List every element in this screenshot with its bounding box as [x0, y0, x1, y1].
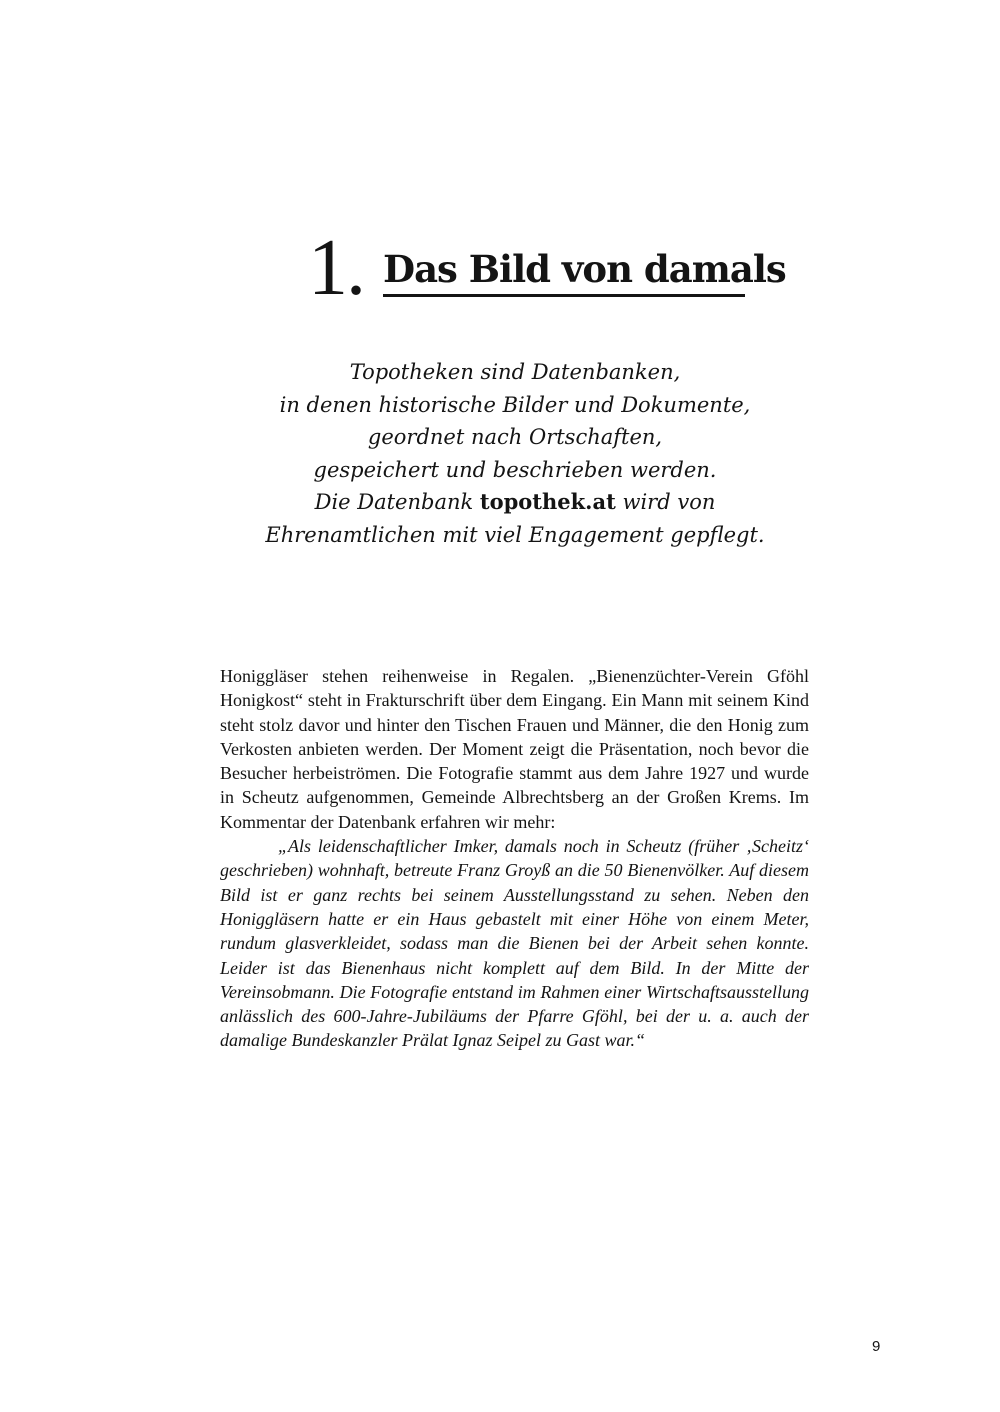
- body-text: [220, 664, 809, 1053]
- intro-line: Ehrenamtlichen mit viel Engagement gepflegt.: [265, 522, 765, 547]
- intro-text-segment: Die Datenbank: [314, 490, 480, 514]
- intro-text: [200, 356, 830, 551]
- topothek-link-text: topothek.at: [479, 489, 616, 514]
- chapter-title: Das Bild von damals: [383, 246, 745, 297]
- database-quote: „Als leidenschaftlicher Imker, damals noch in Scheutz (früher ‚Scheitz‘ geschrieben) wohnhaft, betreute Franz Groyß an die 50 Bienenvölker. Auf diesem Bild ist er ganz rechts bei seinem Ausstellungsstand zu sehen. Neben den Honiggläsern hatte er ein Haus gebastelt mit einer Höhe von einem Meter, rundum glasverkleidet, sodass man die Bienen bei der Arbeit sehen konnte. Leider ist das Bienenhaus nicht komplett auf dem Bild. In der Mitte der Vereinsobmann. Die Fotografie entstand im Rahmen einer Wirtschaftsausstellung anlässlich des 600-Jahre-Jubiläums der Pfarre Gföhl, bei der u. a. auch der damalige Bundeskanzler Prälat Ignaz Seipel zu Gast war.“: [220, 836, 809, 1051]
- chapter-number: 1.: [308, 224, 364, 312]
- page-number: 9: [872, 1338, 881, 1355]
- intro-text-segment: wird von: [615, 490, 716, 514]
- intro-line: in denen historische Bilder und Dokumente,: [279, 392, 751, 417]
- body-paragraph: Honiggläser stehen reihenweise in Regalen. „Bienenzüchter-Verein Gföhl Honigkost“ steht in Frakturschrift über dem Eingang. Ein Mann mit seinem Kind steht stolz davor und hinter den Tischen Frauen und Männer, die den Honig zum Verkosten anbieten werden. Der Moment zeigt die Präsentation, noch bevor die Besucher herbeiströmen. Die Fotografie stammt aus dem Jahre 1927 und wurde in Scheutz aufgenommen, Gemeinde Albrechtsberg an der Großen Krems. Im Kommentar der Datenbank erfahren wir mehr:: [220, 666, 809, 832]
- intro-line: geordnet nach Ortschaften,: [367, 425, 663, 449]
- intro-line: Topotheken sind Datenbanken,: [349, 360, 681, 384]
- intro-line: gespeichert und beschrieben werden.: [313, 457, 717, 482]
- intro-line: [200, 486, 830, 519]
